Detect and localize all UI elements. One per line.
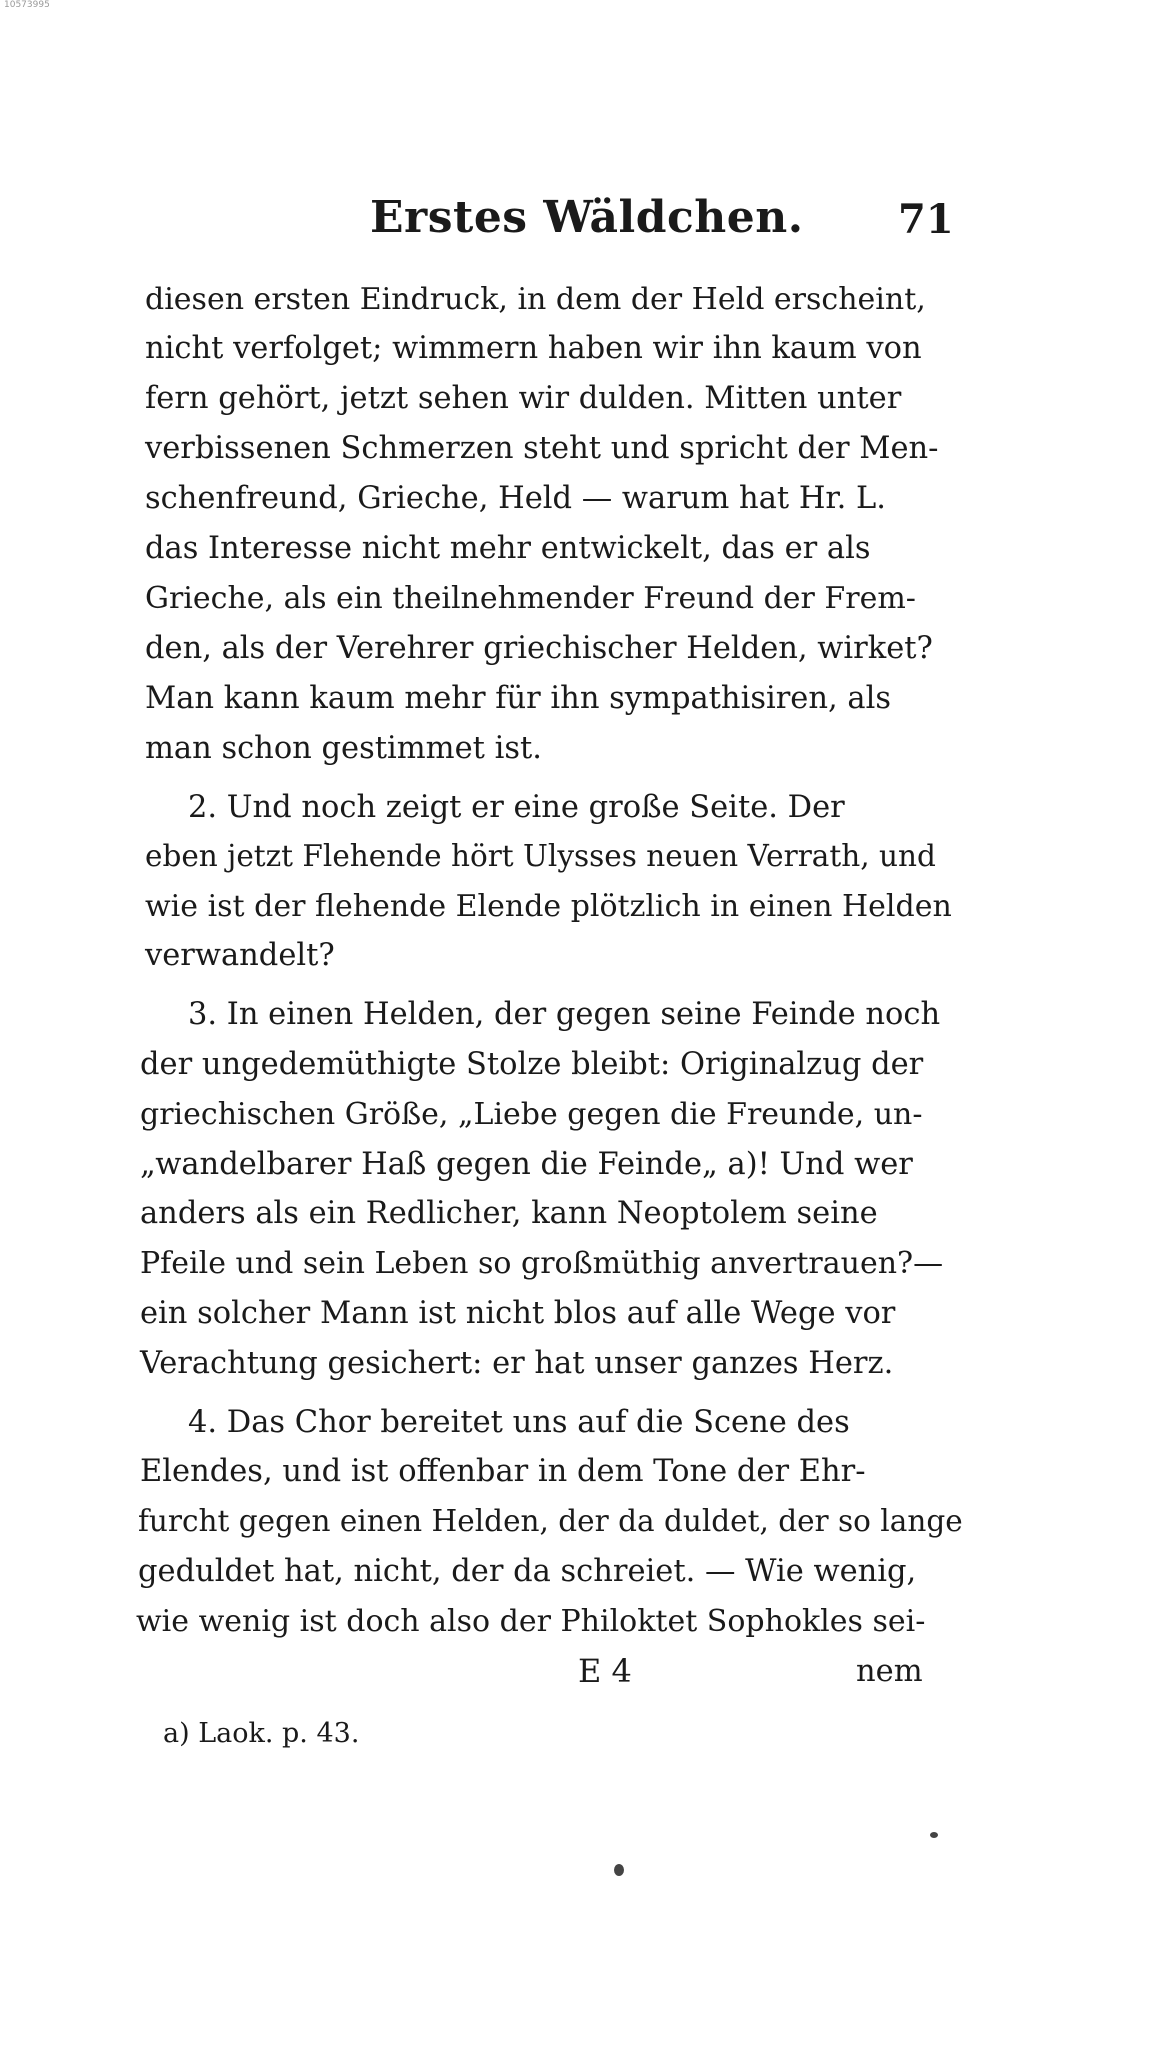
running-title: Erstes Wäldchen. [370,192,804,243]
text-line: fern gehört, jetzt sehen wir dulden. Mitten unter [145,381,902,416]
ink-speck [930,1832,938,1838]
text-line: den, als der Verehrer griechischer Helden, wirket? [145,631,933,666]
text-line: ein solcher Mann ist nicht blos auf alle Wege vor [140,1296,896,1331]
text-line: wie ist der flehende Elende plötzlich in einen Helden [145,889,952,924]
text-line: schenfreund, Grieche, Held — warum hat Hr. L. [145,481,886,516]
text-line: Man kann kaum mehr für ihn sympathisiren, als [145,681,891,716]
text-line: wie wenig ist doch also der Philoktet Sophokles sei- [136,1604,926,1639]
text-line: griechischen Größe, „Liebe gegen die Freunde, un- [140,1097,923,1132]
text-line: furcht gegen einen Helden, der da duldet, der so lange [138,1504,963,1538]
text-line: Verachtung gesichert: er hat unser ganzes Herz. [140,1346,894,1381]
scan-id: 10573995 [4,0,50,10]
text-line: „wandelbarer Haß gegen die Feinde„ a)! Und wer [140,1147,913,1182]
text-line: man schon gestimmet ist. [145,731,542,766]
text-line: diesen ersten Eindruck, in dem der Held erscheint, [145,282,926,317]
text-line: Grieche, als ein theilnehmender Freund der Frem- [145,581,916,616]
text-line: Elendes, und ist offenbar in dem Tone der Ehr- [140,1454,866,1489]
text-line: 4. Das Chor bereitet uns auf die Scene des [188,1405,850,1440]
text-line: 3. In einen Helden, der gegen seine Feinde noch [188,997,941,1032]
footnote: a) Laok. p. 43. [163,1718,360,1749]
text-line: Pfeile und sein Leben so großmüthig anvertrauen?— [140,1246,944,1281]
text-line: geduldet hat, nicht, der da schreiet. — Wie wenig, [138,1554,917,1589]
ink-speck [614,1864,624,1876]
signature-mark: E 4 [578,1652,632,1690]
text-line: verwandelt? [145,938,335,973]
text-line: 2. Und noch zeigt er eine große Seite. Der [188,790,845,825]
text-line: anders als ein Redlicher, kann Neoptolem seine [140,1196,878,1231]
catchword: nem [856,1654,923,1689]
text-line: das Interesse nicht mehr entwickelt, das er als [145,531,871,566]
text-line: der ungedemüthigte Stolze bleibt: Originalzug der [140,1047,924,1082]
text-line: nicht verfolget; wimmern haben wir ihn kaum von [145,331,922,366]
text-line: verbissenen Schmerzen steht und spricht der Men- [145,431,939,466]
page-number: 71 [898,196,954,243]
text-line: eben jetzt Flehende hört Ulysses neuen Verrath, und [145,839,936,873]
